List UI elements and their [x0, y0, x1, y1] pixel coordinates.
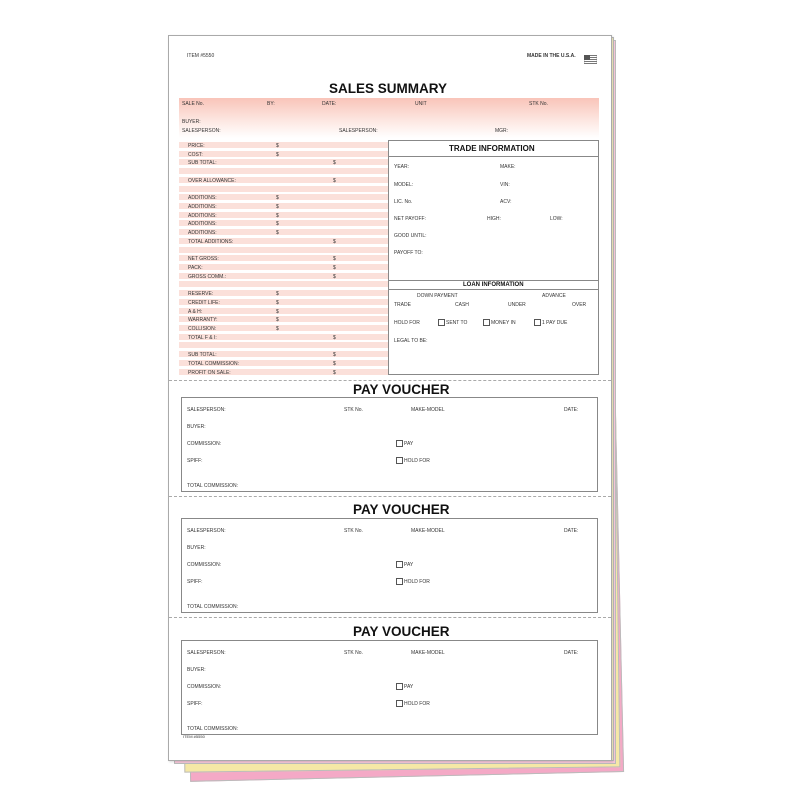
pay-voucher-title: PAY VOUCHER	[353, 624, 450, 639]
sent-to-checkbox[interactable]	[438, 319, 445, 326]
voucher-make-model-label: MAKE-MODEL	[411, 528, 445, 534]
additions-dollar: $	[276, 204, 279, 210]
trade-label: TRADE	[394, 302, 411, 308]
price-dollar: $	[276, 143, 279, 149]
voucher-buyer-label: BUYER:	[187, 545, 206, 551]
hold-for-label: HOLD FOR	[394, 320, 420, 326]
voucher-commission-label: COMMISSION:	[187, 562, 222, 568]
net-gross-label: NET GROSS:	[188, 256, 219, 262]
reserve-label: RESERVE:	[188, 291, 214, 297]
perforation-line	[169, 496, 611, 497]
additions-label: ADDITIONS:	[188, 221, 217, 227]
pack-label: PACK:	[188, 265, 203, 271]
under-label: UNDER	[508, 302, 526, 308]
subtotal-label: SUB TOTAL:	[188, 160, 217, 166]
perforation-line	[169, 617, 611, 618]
legal-to-be-label: LEGAL TO BE:	[394, 338, 428, 344]
trade-information-box	[388, 140, 599, 375]
voucher-pay-label: PAY	[404, 684, 414, 690]
cash-label: CASH	[455, 302, 469, 308]
sale-no-label: SALE No.	[182, 101, 204, 107]
mgr-label: MGR:	[495, 128, 509, 134]
credit-life-dollar: $	[276, 300, 279, 306]
voucher-date-label: DATE:	[564, 407, 579, 413]
additions-dollar: $	[276, 195, 279, 201]
cost-label: COST:	[188, 152, 203, 158]
voucher-date-label: DATE:	[564, 650, 579, 656]
total-fi-label: TOTAL F & I:	[188, 335, 217, 341]
over-allowance-label: OVER ALLOWANCE:	[188, 178, 236, 184]
voucher-hold-for-label: HOLD FOR	[404, 701, 430, 707]
additions-label: ADDITIONS:	[188, 195, 217, 201]
additions-label: ADDITIONS:	[188, 230, 217, 236]
date-label: DATE:	[322, 101, 337, 107]
voucher-spiff-label: SPIFF:	[187, 701, 203, 707]
credit-life-label: CREDIT LIFE:	[188, 300, 220, 306]
low-label: LOW:	[550, 216, 563, 222]
reserve-dollar: $	[276, 291, 279, 297]
trade-information-title: TRADE INFORMATION	[449, 144, 535, 153]
salesperson-2-label: SALESPERSON:	[339, 128, 378, 134]
vin-label: VIN:	[500, 182, 510, 188]
price-label: PRICE:	[188, 143, 205, 149]
advance-label: ADVANCE	[542, 293, 566, 299]
voucher-spiff-label: SPIFF:	[187, 579, 203, 585]
pay-voucher-title: PAY VOUCHER	[353, 382, 450, 397]
voucher-stk-label: STK No.	[344, 650, 363, 656]
model-label: MODEL:	[394, 182, 414, 188]
sub-total-2-dollar: $	[333, 352, 336, 358]
voucher-make-model-label: MAKE-MODEL	[411, 407, 445, 413]
voucher-buyer-label: BUYER:	[187, 424, 206, 430]
voucher-total-commission-label: TOTAL COMMISSION:	[187, 483, 239, 489]
total-additions-label: TOTAL ADDITIONS:	[188, 239, 234, 245]
a-and-h-dollar: $	[276, 309, 279, 315]
voucher-total-commission-label: TOTAL COMMISSION:	[187, 604, 239, 610]
voucher-hold-for-checkbox[interactable]	[396, 700, 403, 707]
voucher-hold-for-label: HOLD FOR	[404, 458, 430, 464]
pay-voucher-box	[181, 518, 598, 613]
additions-label: ADDITIONS:	[188, 213, 217, 219]
one-pay-due-checkbox[interactable]	[534, 319, 541, 326]
voucher-pay-label: PAY	[404, 562, 414, 568]
down-payment-label: DOWN PAYMENT	[417, 293, 458, 299]
voucher-stk-label: STK No.	[344, 528, 363, 534]
unit-label: UNIT	[415, 101, 427, 107]
good-until-label: GOOD UNTIL:	[394, 233, 427, 239]
item-number: ITEM #5550	[187, 53, 215, 59]
footer-item-number: ITEM #5550	[183, 734, 205, 739]
voucher-salesperson-label: SALESPERSON:	[187, 528, 226, 534]
sub-total-2-label: SUB TOTAL:	[188, 352, 217, 358]
voucher-stk-label: STK No.	[344, 407, 363, 413]
acv-label: ACV:	[500, 199, 512, 205]
one-pay-due-label: 1 PAY DUE	[542, 320, 568, 326]
pay-voucher-box	[181, 640, 598, 735]
stk-no-label: STK No.	[529, 101, 548, 107]
voucher-salesperson-label: SALESPERSON:	[187, 650, 226, 656]
voucher-total-commission-label: TOTAL COMMISSION:	[187, 726, 239, 732]
voucher-commission-label: COMMISSION:	[187, 441, 222, 447]
over-allowance-dollar: $	[333, 178, 336, 184]
summary-top-block	[179, 98, 599, 138]
voucher-pay-checkbox[interactable]	[396, 561, 403, 568]
sales-summary-form	[168, 35, 612, 761]
money-in-label: MONEY IN	[491, 320, 516, 326]
voucher-hold-for-checkbox[interactable]	[396, 457, 403, 464]
by-label: BY:	[267, 101, 275, 107]
buyer-label: BUYER:	[182, 119, 201, 125]
total-fi-dollar: $	[333, 335, 336, 341]
voucher-make-model-label: MAKE-MODEL	[411, 650, 445, 656]
us-flag-icon	[584, 51, 597, 60]
collision-label: COLLISION:	[188, 326, 217, 332]
voucher-commission-label: COMMISSION:	[187, 684, 222, 690]
collision-dollar: $	[276, 326, 279, 332]
gross-comm-label: GROSS COMM.:	[188, 274, 227, 280]
voucher-pay-checkbox[interactable]	[396, 440, 403, 447]
loan-information-title: LOAN INFORMATION	[463, 282, 524, 288]
gross-comm-dollar: $	[333, 274, 336, 280]
money-in-checkbox[interactable]	[483, 319, 490, 326]
additions-dollar: $	[276, 230, 279, 236]
warranty-label: WARRANTY:	[188, 317, 218, 323]
sent-to-label: SENT TO	[446, 320, 468, 326]
warranty-dollar: $	[276, 317, 279, 323]
over-label: OVER	[572, 302, 587, 308]
additions-label: ADDITIONS:	[188, 204, 217, 210]
net-gross-dollar: $	[333, 256, 336, 262]
sales-summary-title: SALES SUMMARY	[329, 81, 448, 96]
profit-on-sale-label: PROFIT ON SALE:	[188, 370, 231, 376]
lic-no-label: LIC. No.	[394, 199, 413, 205]
voucher-spiff-label: SPIFF:	[187, 458, 203, 464]
payoff-to-label: PAYOFF TO:	[394, 250, 423, 256]
net-payoff-label: NET PAYOFF:	[394, 216, 426, 222]
pack-dollar: $	[333, 265, 336, 271]
additions-dollar: $	[276, 221, 279, 227]
pay-voucher-title: PAY VOUCHER	[353, 502, 450, 517]
voucher-salesperson-label: SALESPERSON:	[187, 407, 226, 413]
voucher-hold-for-checkbox[interactable]	[396, 578, 403, 585]
cost-dollar: $	[276, 152, 279, 158]
voucher-pay-label: PAY	[404, 441, 414, 447]
salesperson-label: SALESPERSON:	[182, 128, 221, 134]
voucher-buyer-label: BUYER:	[187, 667, 206, 673]
year-label: YEAR:	[394, 164, 410, 170]
voucher-pay-checkbox[interactable]	[396, 683, 403, 690]
voucher-hold-for-label: HOLD FOR	[404, 579, 430, 585]
voucher-date-label: DATE:	[564, 528, 579, 534]
total-additions-dollar: $	[333, 239, 336, 245]
a-and-h-label: A & H:	[188, 309, 203, 315]
total-commission-label: TOTAL COMMISSION:	[188, 361, 240, 367]
profit-on-sale-dollar: $	[333, 370, 336, 376]
made-in-label: MADE IN THE U.S.A.	[527, 53, 576, 59]
total-commission-dollar: $	[333, 361, 336, 367]
additions-dollar: $	[276, 213, 279, 219]
perforation-line	[169, 380, 611, 381]
make-label: MAKE:	[500, 164, 516, 170]
subtotal-dollar: $	[333, 160, 336, 166]
high-label: HIGH:	[487, 216, 501, 222]
pay-voucher-box	[181, 397, 598, 492]
